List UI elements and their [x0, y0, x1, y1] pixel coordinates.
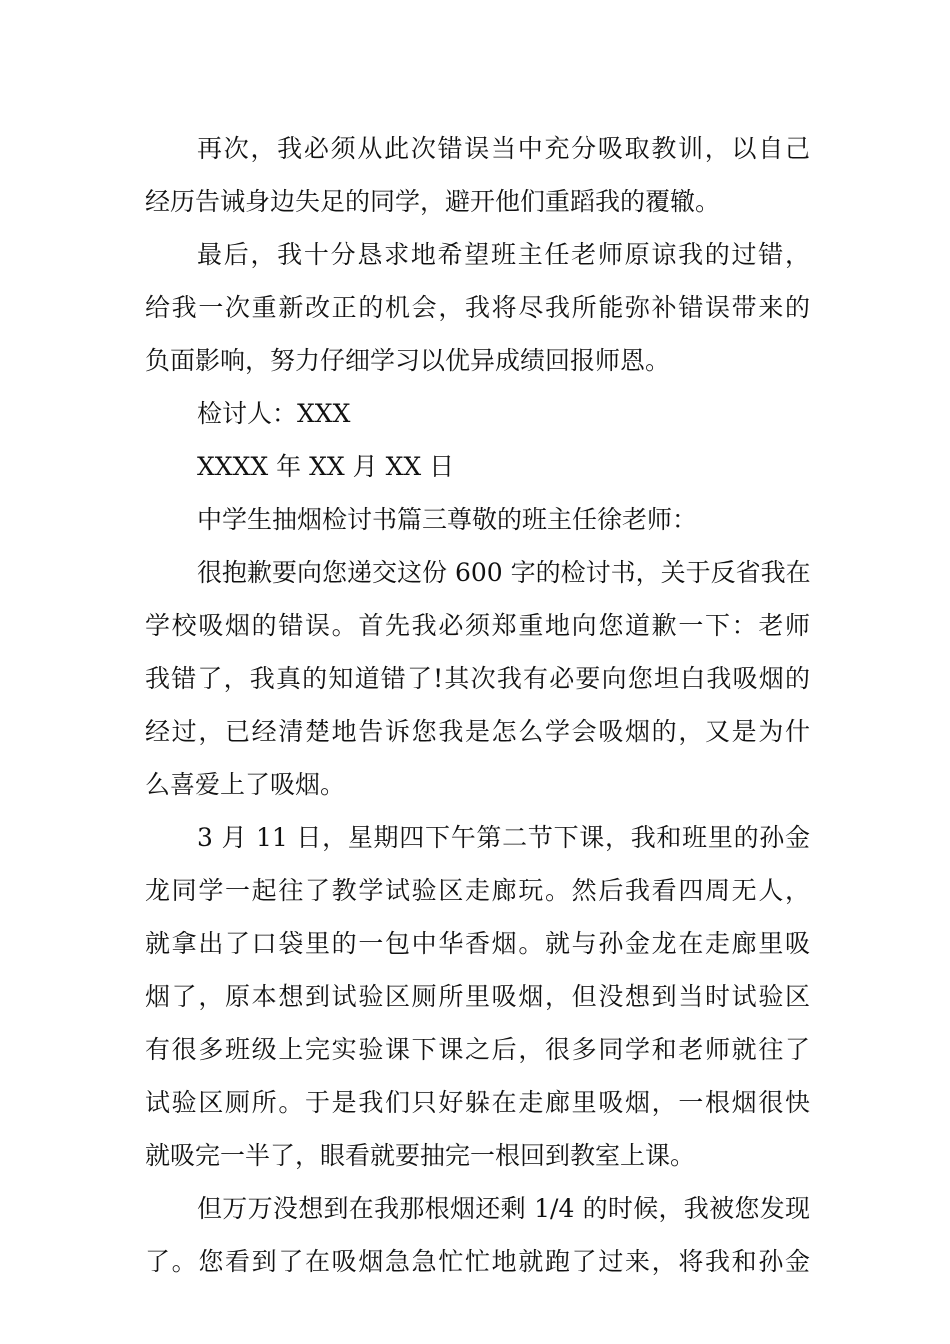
- text-line: 学校吸烟的错误。首先我必须郑重地向您道歉一下：老师: [145, 611, 810, 640]
- text-line: 负面影响，努力仔细学习以优异成绩回报师恩。: [145, 346, 671, 375]
- text-line: 经过，已经清楚地告诉您我是怎么学会吸烟的，又是为什: [145, 717, 810, 746]
- text-line: 很抱歉要向您递交这份 600 字的检讨书，关于反省我在: [197, 558, 811, 587]
- text-line: 就拿出了口袋里的一包中华香烟。就与孙金龙在走廊里吸: [145, 929, 810, 958]
- text-line: 我错了，我真的知道错了!其次我有必要向您坦白我吸烟的: [145, 664, 810, 693]
- text-line: 检讨人：XXX: [197, 399, 351, 428]
- text-line: 中学生抽烟检讨书篇三尊敬的班主任徐老师：: [197, 505, 698, 534]
- text-line: 有很多班级上完实验课下课之后，很多同学和老师就往了: [145, 1035, 810, 1064]
- document-body: [145, 122, 810, 1288]
- text-line: 么喜爱上了吸烟。: [145, 770, 346, 799]
- text-line: 就吸完一半了，眼看就要抽完一根回到教室上课。: [145, 1141, 696, 1170]
- text-line: 烟了，原本想到试验区厕所里吸烟，但没想到当时试验区: [145, 982, 810, 1011]
- text-line: 经历告诫身边失足的同学，避开他们重蹈我的覆辙。: [145, 187, 721, 216]
- text-line: 3 月 11 日，星期四下午第二节下课，我和班里的孙金: [197, 823, 810, 852]
- text-line: 了。您看到了在吸烟急急忙忙地就跑了过来，将我和孙金: [145, 1247, 810, 1276]
- text-line: 再次，我必须从此次错误当中充分吸取教训，以自己: [197, 134, 810, 163]
- text-line: 给我一次重新改正的机会，我将尽我所能弥补错误带来的: [145, 293, 810, 322]
- text-line: 最后，我十分恳求地希望班主任老师原谅我的过错，: [197, 240, 810, 269]
- text-line: XXXX 年 XX 月 XX 日: [197, 452, 455, 481]
- text-line: 但万万没想到在我那根烟还剩 1/4 的时候，我被您发现: [197, 1194, 810, 1223]
- text-line: 试验区厕所。于是我们只好躲在走廊里吸烟，一根烟很快: [145, 1088, 810, 1117]
- text-line: 龙同学一起往了教学试验区走廊玩。然后我看四周无人，: [145, 876, 810, 905]
